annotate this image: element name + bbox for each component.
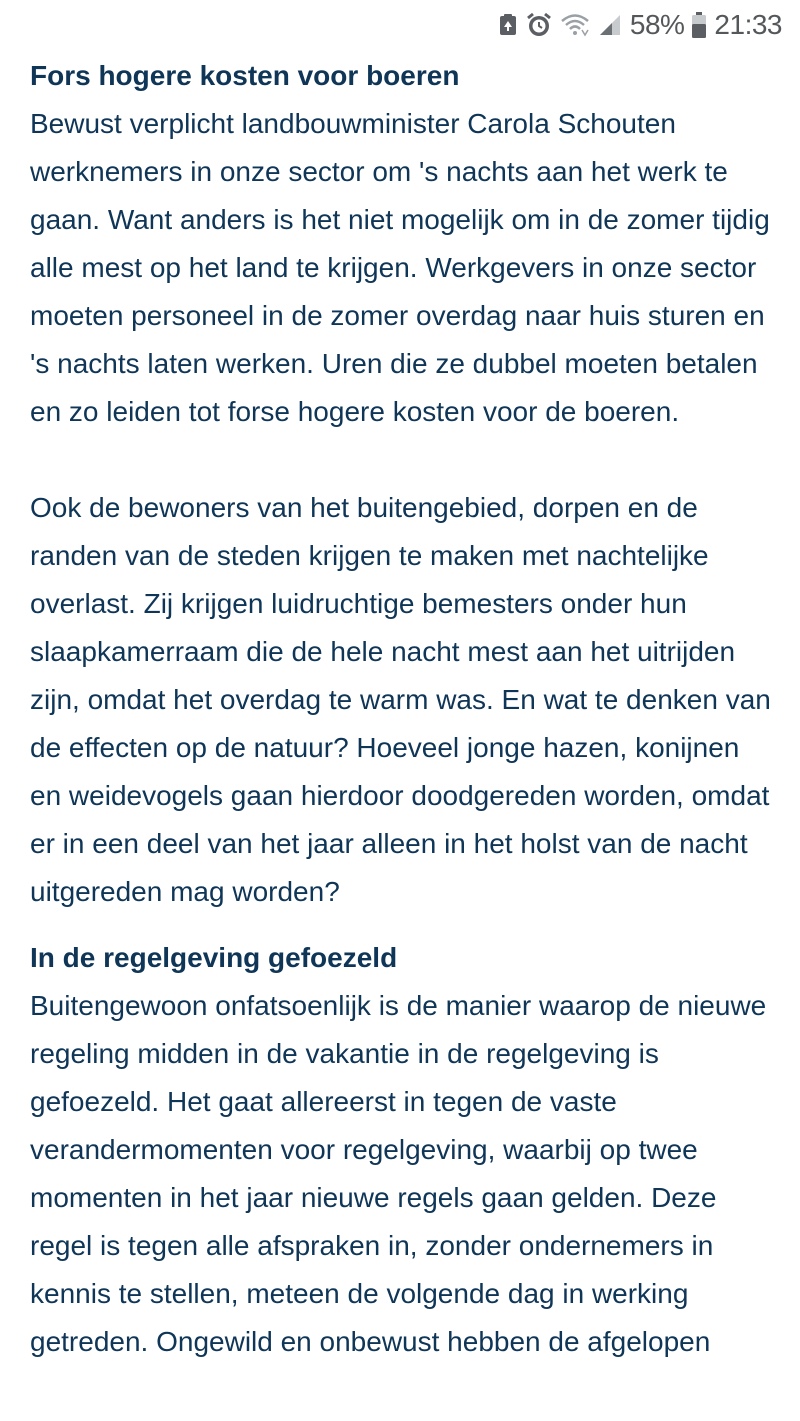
battery-percent: 58% — [629, 9, 685, 40]
alarm-icon — [526, 12, 552, 38]
clock: 21:33 — [714, 9, 782, 40]
section-spacer — [30, 916, 775, 934]
paragraph-spacer — [30, 436, 775, 484]
paragraph-night-work: Bewust verplicht landbouwminister Carola Schouten werknemers in onze sector om 's nachts aan het werk te gaan. Want anders is het niet mogelijk om in de zomer tijdig alle mest op het land te krijgen. Werkgevers in onze sector moeten personeel in de zomer overdag naar huis sturen en 's nachts laten werken. Uren die ze dubbel moeten betalen en zo leiden tot forse hogere kosten voor de boeren. — [30, 108, 770, 427]
signal-icon — [598, 13, 622, 37]
section-heading-regulation: In de regelgeving gefoezeld — [30, 942, 398, 973]
section-heading-costs: Fors hogere kosten voor boeren — [30, 60, 460, 91]
article-body — [30, 52, 775, 1366]
status-bar — [0, 0, 800, 50]
battery-icon — [692, 12, 706, 38]
save-data-icon — [498, 13, 518, 37]
paragraph-nuisance: Ook de bewoners van het buitengebied, dorpen en de randen van de steden krijgen te maken met nachtelijke overlast. Zij krijgen luidruchtige bemesters onder hun slaapkamerraam die de hele nacht mest aan het uitrijden zijn, omdat het overdag te warm was. En wat te denken van de effecten op de natuur? Hoeveel jonge hazen, konijnen en weidevogels gaan hierdoor doodgereden worden, omdat er in een deel van het jaar alleen in het holst van de nacht uitgereden mag worden? — [30, 492, 771, 907]
wifi-icon — [560, 13, 590, 37]
paragraph-regulation: Buitengewoon onfatsoenlijk is de manier waarop de nieuwe regeling midden in de vakantie in de regelgeving is gefoezeld. Het gaat allereerst in tegen de vaste verandermomenten voor regelgeving, waarbij op twee momenten in het jaar nieuwe regels gaan gelden. Deze regel is tegen alle afspraken in, zonder ondernemers in kennis te stellen, meteen de volgende dag in werking getreden. Ongewild en onbewust hebben de afgelopen — [30, 990, 767, 1357]
